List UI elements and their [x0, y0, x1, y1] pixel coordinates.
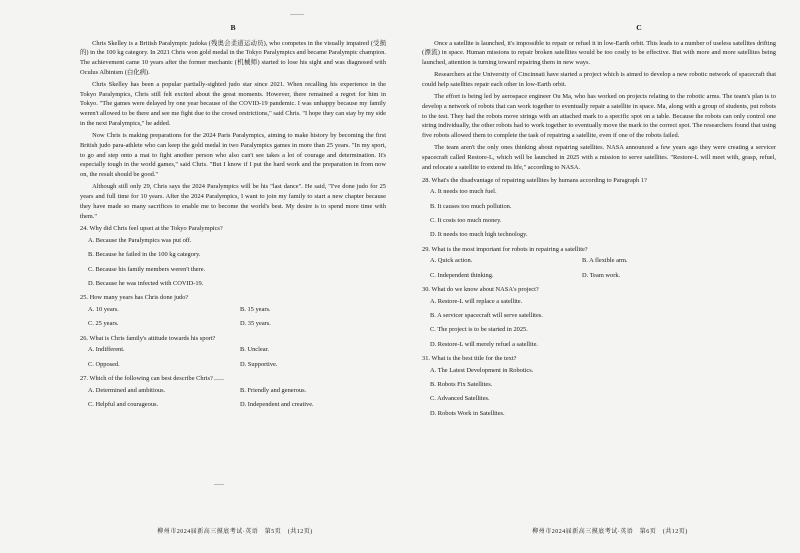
option-24b[interactable]: B. Because he failed in the 100 kg category.: [88, 251, 201, 259]
scan-mark: [290, 14, 304, 15]
passage-paragraph: Chris Skelley is a British Paralympic judoka (残奥会柔道运动员), who competes in the visually impaired (受损的) in the 100 kg category. In 2021 Chris won gold medal in the Tokyo Paralympics and became Paralympic champion. The achievement came 10 years after the former mechanic (机械师) started to lose his sight and was diagnosed with Oculus Albinism (白化病).: [80, 39, 386, 76]
option-26b[interactable]: B. Unclear.: [240, 346, 269, 354]
option-25b[interactable]: B. 15 years.: [240, 306, 271, 314]
option-26a[interactable]: A. Indifferent.: [88, 346, 125, 354]
options-row: [88, 360, 386, 370]
option-28b[interactable]: B. It causes too much pollution.: [430, 202, 512, 210]
option-31d[interactable]: D. Robots Work in Satellites.: [430, 409, 505, 417]
option-24a[interactable]: A. Because the Paralympics was put off.: [88, 236, 192, 244]
section-heading-c: C: [636, 23, 642, 32]
option-31a[interactable]: A. The Latest Development in Robotics.: [430, 366, 534, 374]
passage-paragraph: Now Chris is making preparations for the 2024 Paris Paralympics, aiming to make history by becoming the first British judo para-athlete who can keep the gold medal in two Paralympics games in more than 25 years. "In my sport, to go and step onto a mat to fight another person who also can't see takes a lot of courage and determination. It's especially tough in the world games," said Chris. "But I know if I put the hard work and the preparation in from now on, the result should be good.": [80, 132, 386, 179]
passage-paragraph: Once a satellite is launched, it's impossible to repair or refuel it in low-Earth orbit. This leads to a number of useless satellites drifting (漂流) in space. Human missions to repair broken satellites would be too costly to be effective. But with more and more satellites being launched, attention is turning toward repairing them in new ways.: [422, 39, 776, 66]
passage-paragraph: Researchers at the University of Cincinnati have started a project which is aimed to develop a new robotic network of spacecraft that could help satellites repair each other in low-Earth orbit.: [422, 71, 776, 88]
page-footer: 柳州市2024届新高三摸底考试·英语 第5页 (共12页): [157, 528, 313, 535]
question-30: 30. What do we know about NASA's project?: [422, 286, 539, 294]
option-26d[interactable]: D. Supportive.: [240, 360, 278, 368]
option-30a[interactable]: A. Restore-L will replace a satellite.: [430, 297, 523, 305]
passage-paragraph: The effort is being led by aerospace engineer Ou Ma, who has worked on projects relating to the robotic arms. The team's plan is to develop a network of robots that can work together to eventually repair a satellite in space. Ma, along with a group of students, put robots to the test. They had the robots move strings with an attached mark to a specific spot on a table. Because the robots can only control one string individually, the other robots had to work together to eventually move the mark to the correct spot. The researchers found that using five robots allowed them to complete the task of repairing a satellite, even if one of the robots failed.: [422, 93, 776, 140]
option-31b[interactable]: B. Robots Fix Satellites.: [430, 381, 493, 389]
question-31: 31. What is the best title for the text?: [422, 355, 517, 363]
options-row: [88, 319, 386, 329]
option-29a[interactable]: A. Quick action.: [430, 257, 473, 265]
option-25d[interactable]: D. 35 years.: [240, 320, 271, 328]
question-29: 29. What is the most important for robots in repairing a satellite?: [422, 245, 588, 253]
option-27a[interactable]: A. Determined and ambitious.: [88, 386, 166, 394]
option-28a[interactable]: A. It needs too much fuel.: [430, 188, 497, 196]
option-28c[interactable]: C. It costs too much money.: [430, 216, 502, 224]
option-26c[interactable]: C. Opposed.: [88, 360, 120, 368]
scan-mark: [214, 379, 224, 380]
section-heading-b: B: [230, 23, 236, 32]
option-29c[interactable]: C. Independent thinking.: [430, 271, 494, 279]
passage-paragraph: Although still only 29, Chris says the 2024 Paralympics will be his "last dance". He said, "I've done judo for 25 years and full time for 10 years. After the 2024 Paralympics, I want to join my family to start a new chapter because they have made so many sacrifices to enable me to become the world's best. My desire is to spend more time with them.": [80, 183, 386, 220]
scan-mark: [214, 484, 224, 485]
question-27: 27. Which of the following can best describe Chris?: [80, 375, 213, 383]
option-29b[interactable]: B. A flexible arm.: [582, 257, 628, 265]
option-27d[interactable]: D. Independent and creative.: [240, 401, 314, 409]
question-26: 26. What is Chris family's attitude towards his sport?: [80, 334, 216, 342]
options-row: [88, 305, 386, 315]
question-24: 24. Why did Chris feel upset at the Tokyo Paralympics?: [80, 225, 223, 233]
options-row: [430, 271, 776, 281]
option-29d[interactable]: D. Team work.: [582, 271, 621, 279]
options-row: [88, 386, 386, 396]
option-24c[interactable]: C. Because his family members weren't there.: [88, 265, 206, 273]
option-24d[interactable]: D. Because he was infected with COVID-19.: [88, 279, 204, 287]
option-25c[interactable]: C. 25 years.: [88, 320, 119, 328]
passage-paragraph: Chris Skelley has been a popular partially-sighted judo star since 2021. When recalling his experience in the Tokyo Paralympics, Chris still felt excited about the great moments. However, there remained a regret for him in Tokyo. "The games were delayed by one year because of the COVID-19 pandemic. I was unhappy because my family weren't allowed to be there and see me fight due to the crowd restrictions," said Chris. "I hope they can stay by my side in the next Paralympics," he added.: [80, 80, 386, 127]
option-28d[interactable]: D. It needs too much high technology.: [430, 231, 528, 239]
options-row: [430, 256, 776, 266]
question-25: 25. How many years has Chris done judo?: [80, 294, 189, 302]
options-row: [88, 400, 386, 410]
right-page: [400, 0, 800, 553]
option-30d[interactable]: D. Restore-L will merely refuel a satellite.: [430, 340, 539, 348]
passage-paragraph: The team aren't the only ones thinking about repairing satellites. NASA announced a few years ago they were creating a servicer spacecraft called Restore-L, which will be launched in 2025 with a mission to serve satellites. "Restore-L will meet with, grasp, refuel, and relocate a satellite to extend its life," according to NASA.: [422, 144, 776, 171]
question-28: 28. What's the disadvantage of repairing satellites by humans according to Paragraph 1?: [422, 176, 647, 184]
option-27c[interactable]: C. Helpful and courageous.: [88, 401, 159, 409]
options-row: [88, 345, 386, 355]
option-25a[interactable]: A. 10 years.: [88, 306, 119, 314]
option-31c[interactable]: C. Advanced Satellites.: [430, 395, 490, 403]
option-30b[interactable]: B. A servicer spacecraft will serve satellites.: [430, 312, 543, 320]
option-30c[interactable]: C. The project is to be started in 2025.: [430, 326, 528, 334]
option-27b[interactable]: B. Friendly and generous.: [240, 386, 307, 394]
page-footer: 柳州市2024届新高三摸底考试·英语 第6页 (共12页): [532, 528, 688, 535]
